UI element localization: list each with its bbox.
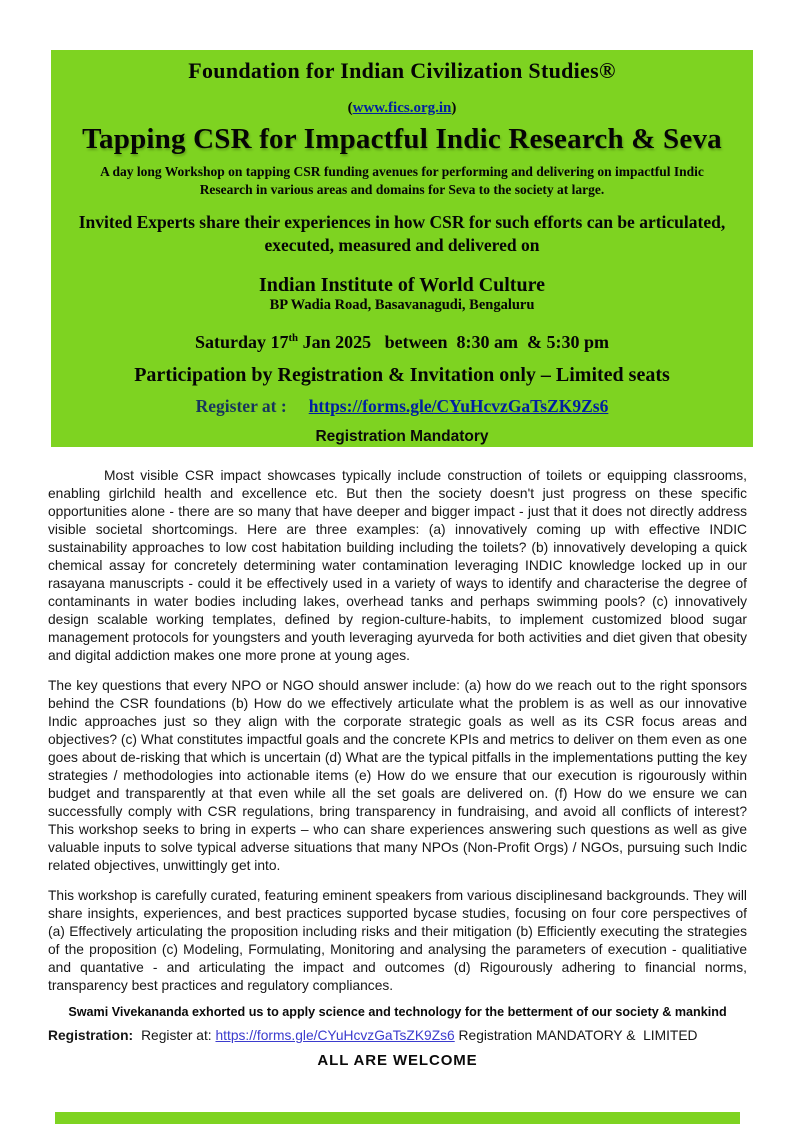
registration-form-link-bottom[interactable]: https://forms.gle/CYuHcvzGaTsZK9Zs6 — [215, 1028, 455, 1043]
vivekananda-quote: Swami Vivekananda exhorted us to apply science and technology for the betterment of our society & mankind — [68, 1005, 727, 1019]
registration-pre-link-text: Register at: — [141, 1028, 216, 1043]
registration-mandatory-note: Registration Mandatory — [315, 428, 489, 445]
experts-description: Invited Experts share their experiences in how CSR for such efforts can be articulated, executed, measured and delivered on — [78, 212, 726, 255]
date-ordinal-superscript: th — [288, 332, 299, 344]
paragraph-workshop-curation: This workshop is carefully curated, featuring eminent speakers from various disciplinesand backgrounds. They will share insights, experiences, and best practices supported bycase studies, focusing on four core perspectives of (a) Effectively articulating the proposition including risks and their mitigation (b) Efficiently executing the strategies of the proposition (c) Modeling, Formulating, Monitoring and analysing the parameters of execution - qualitiative and quantative - and articulating the impact and outcomes (d) Rigourously adhering to financial norms, transparency best practices and regulatory compliances. — [48, 888, 747, 993]
register-line — [51, 395, 753, 417]
venue-name: Indian Institute of World Culture — [259, 274, 545, 296]
organization-name: Foundation for Indian Civilization Studies® — [188, 58, 616, 83]
date-suffix: Jan 2025 between 8:30 am & 5:30 pm — [298, 332, 610, 352]
website-link[interactable]: www.fics.org.in — [352, 100, 452, 116]
registration-footer-line — [48, 1027, 747, 1045]
venue-address: BP Wadia Road, Basavanagudi, Bengaluru — [269, 297, 535, 313]
registration-post-link-text: Registration MANDATORY & LIMITED — [454, 1028, 698, 1043]
all-are-welcome-line: ALL ARE WELCOME — [317, 1052, 478, 1069]
footer-accent-bar — [55, 1112, 740, 1124]
participation-note: Participation by Registration & Invitation only – Limited seats — [134, 364, 670, 386]
register-label: Register at : — [195, 396, 287, 416]
registration-label: Registration: — [48, 1028, 134, 1043]
website-line — [51, 99, 753, 117]
workshop-subtitle: A day long Workshop on tapping CSR funding avenues for performing and delivering on impactful Indic Research in various areas and domains for Seva to the society at large. — [100, 164, 704, 197]
date-prefix: Saturday 17 — [194, 332, 289, 352]
header-green-box — [51, 50, 753, 447]
paragraph-key-questions: The key questions that every NPO or NGO should answer include: (a) how do we reach out to the right sponsors behind the CSR foundations (b) How do we effectively articulate what the problem is as well as our innovative Indic approaches just so they align with the corporate strategic goals as well as its CSR focus areas and objectives? (c) What constitutes impactful goals and the concrete KPIs and metrics to deliver on them even as one goes about de-risking that which is uncertain (d) What are the typical pitfalls in the implementations putting the key strategies / methodologies into actionable items (e) How do we ensure that our execution is rigourously within budget and transparently at that even while all the set goals are delivered on. (f) How do we ensure we can successfully comply with CSR regulations, bring transparency in fundraising, and avoid all conflicts of interest? This workshop seeks to bring in experts – who can share experiences answering such questions as well as give valuable inputs to solve typical adverse situations that many NPOs (Non-Profit Orgs) / NGOs, pursuing such Indic related objectives, unwittingly get into. — [48, 678, 747, 873]
workshop-title: Tapping CSR for Impactful Indic Research & Seva — [82, 123, 722, 155]
document-body — [48, 447, 747, 1070]
website-paren-close: ) — [451, 100, 457, 116]
event-date-time — [51, 328, 753, 353]
website-paren-open: ( — [347, 100, 353, 116]
registration-form-link[interactable]: https://forms.gle/CYuHcvzGaTsZK9Zs6 — [308, 396, 609, 416]
paragraph-csr-examples: Most visible CSR impact showcases typically include construction of toilets or equipping classrooms, enabling girlchild health and excellence etc. But then the society doesn't just progress on these specific opportunities alone - there are so many that have deeper and bigger impact - just that it does not directly address visible societal shortcomings. Here are three examples: (a) innovatively coming up with effective INDIC sustainability approaches to low cost habitation building including the toilets? (b) innovatively developing a quick chemical assay for concretely determining water contamination leveraging INDIC knowledge locked up in our rasayana manuscripts - could it be effectively used in a variety of ways to identify and characterise the degree of contaminants in water bodies including lakes, overhead tanks and perhaps swimming pools? (c) innovatively design scalable working templates, defined by region-culture-habits, to implement customized blood sugar management protocols for youngsters and youth leveraging ayurveda for both activities and diet given that obesity and digital addiction makes one more prone at young ages. — [48, 468, 747, 663]
